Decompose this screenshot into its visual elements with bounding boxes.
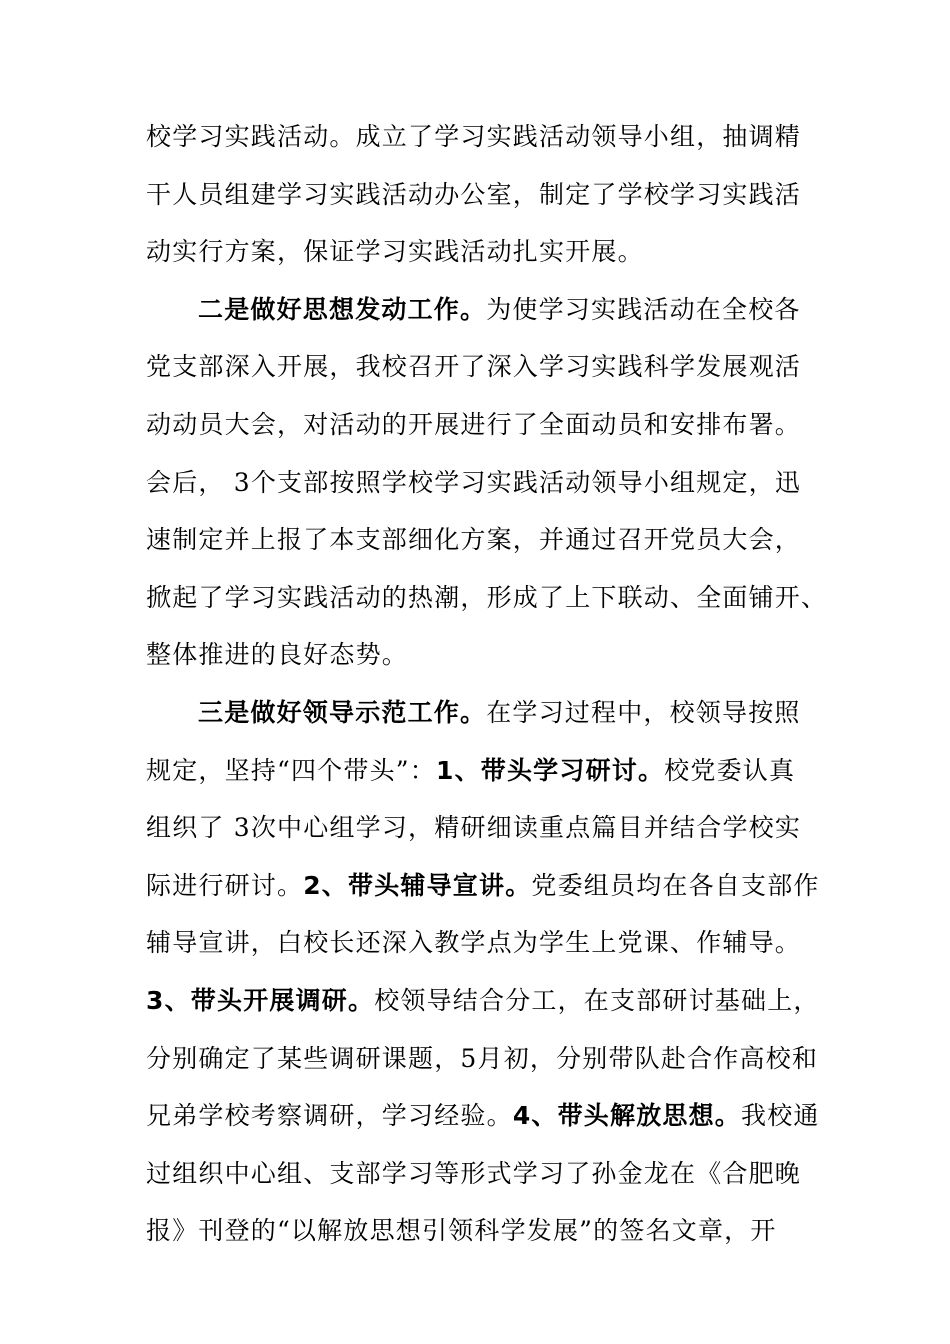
text-line (146, 396, 806, 454)
text-run: 在学习过程中，校领导按照 (486, 697, 801, 727)
text-run: 掀起了学习实践活动的热潮，形成了上下联动、全面铺开、 (146, 582, 828, 612)
text-run: 规定，坚持“四个带头”： (146, 755, 436, 785)
text-run: 兄弟学校考察调研，学习经验。 (146, 1101, 513, 1131)
text-line (146, 972, 820, 1030)
text-line (146, 454, 806, 512)
body-text (146, 108, 828, 1260)
text-run: 整体推进的良好态势。 (146, 640, 409, 670)
bold-heading-run: 三是做好领导示范工作。 (198, 697, 487, 727)
bold-item-run: 4、带头解放思想。 (512, 1101, 742, 1131)
text-line (146, 1202, 806, 1260)
text-line (146, 511, 806, 569)
text-run: 党支部深入开展，我校召开了深入学习实践科学发展观活 (146, 352, 802, 382)
text-run: 党委组员均在各自支部作 (531, 870, 820, 900)
text-run: 过组织中心组、支部学习等形式学习了孙金龙在《合肥晚 (146, 1158, 802, 1188)
text-run: 辅导宣讲，白校长还深入教学点为学生上党课、作辅导。 (146, 928, 802, 958)
text-run: 际进行研讨。 (146, 870, 304, 900)
paragraph-start-line (146, 281, 806, 339)
text-line (146, 166, 806, 224)
text-line (146, 1030, 819, 1088)
text-run: 动实行方案，保证学习实践活动扎实开展。 (146, 237, 644, 267)
text-run: 校领导结合分工，在支部研讨基础上， (374, 985, 820, 1015)
text-line (146, 1145, 806, 1203)
bold-item-run: 1、带头学习研讨。 (435, 755, 665, 785)
text-line (146, 626, 806, 684)
text-run: 报》刊登的“以解放思想引领科学发展”的签名文章，开 (146, 1216, 777, 1246)
text-line (146, 799, 806, 857)
text-run: 会后， 3个支部按照学校学习实践活动领导小组规定，迅 (146, 467, 802, 497)
bold-heading-run: 二是做好思想发动工作。 (198, 294, 487, 324)
text-run: 组织了 3次中心组学习，精研细读重点篇目并结合学校实 (146, 813, 802, 843)
text-run: 校党委认真 (664, 755, 796, 785)
text-line (146, 223, 806, 281)
text-run: 分别确定了某些调研课题，5月初，分别带队赴合作高校和 (146, 1043, 819, 1073)
text-line (146, 108, 806, 166)
text-line (146, 857, 820, 915)
text-run: 速制定并上报了本支部细化方案，并通过召开党员大会， (146, 525, 802, 555)
text-run: 我校通 (741, 1101, 820, 1131)
text-line (146, 569, 828, 627)
text-line (146, 914, 806, 972)
bold-item-run: 2、带头辅导宣讲。 (303, 870, 532, 900)
paragraph-start-line (146, 684, 806, 742)
text-line (146, 338, 806, 396)
text-run: 为使学习实践活动在全校各 (486, 294, 801, 324)
text-run: 校学习实践活动。成立了学习实践活动领导小组，抽调精 (146, 122, 802, 151)
text-line (146, 1087, 820, 1145)
text-run: 干人员组建学习实践活动办公室，制定了学校学习实践活 (146, 179, 802, 209)
text-run: 动动员大会，对活动的开展进行了全面动员和安排布署。 (146, 409, 802, 439)
text-line (146, 742, 806, 800)
bold-item-run: 3、带头开展调研。 (146, 985, 375, 1015)
